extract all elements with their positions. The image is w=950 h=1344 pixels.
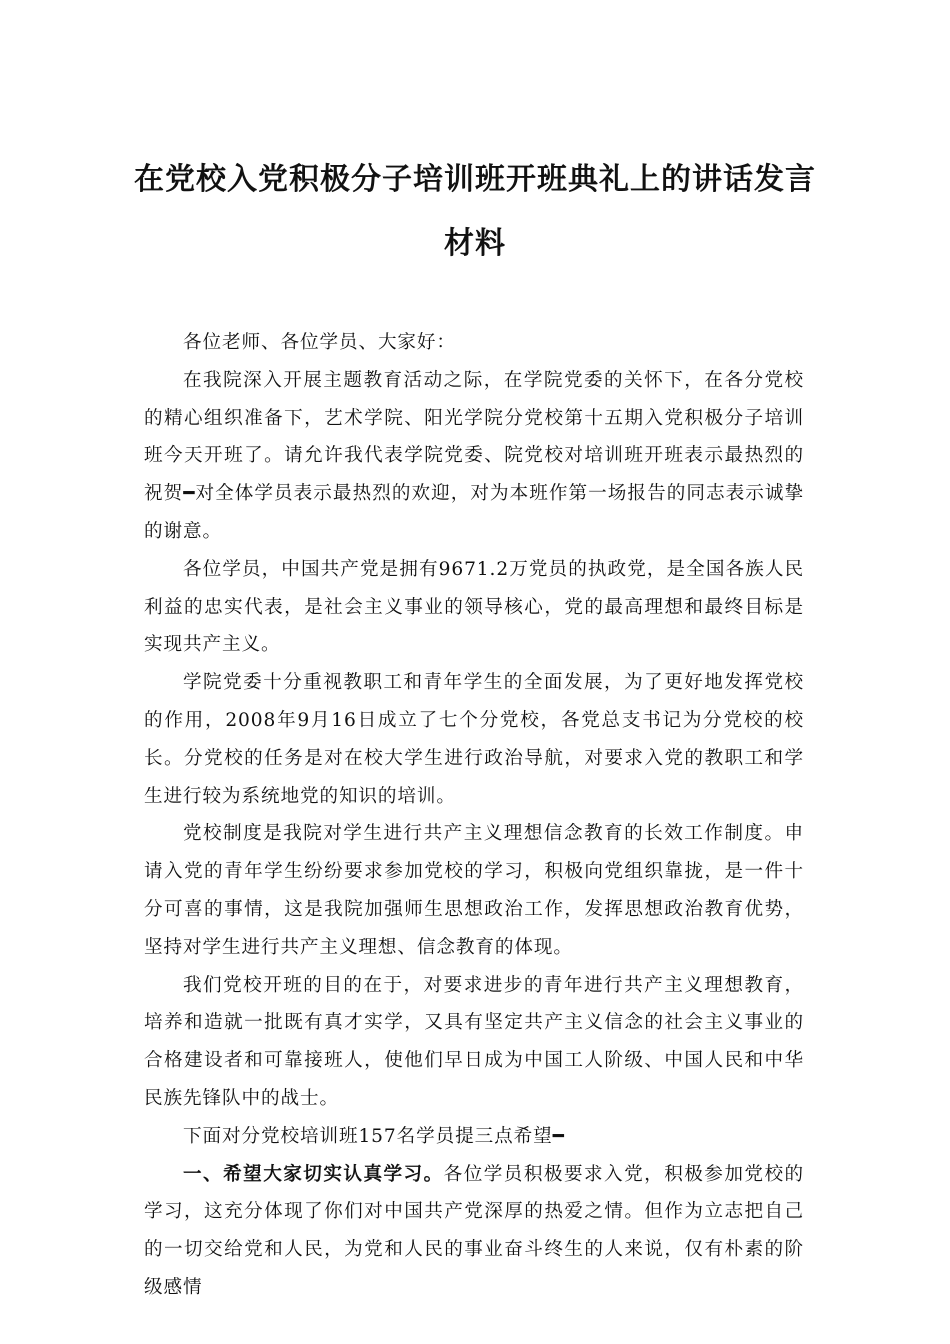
paragraph-purpose xyxy=(144,967,804,1118)
paragraph-lead-heading: 一、希望大家切实认真学习。 xyxy=(183,1163,444,1185)
paragraph-party-intro xyxy=(144,551,804,664)
paragraph-text: 下面对分党校培训班157名学员提三点希望━ xyxy=(183,1125,565,1147)
document-body xyxy=(144,324,804,1307)
paragraph-text: 在我院深入开展主题教育活动之际，在学院党委的关怀下，在各分党校的精心组织准备下，艺术学院、阳光学院分党校第十五期入党积极分子培训班今天开班了。请允许我代表学院党委、院党校对培训班开班表示最热烈的祝贺━对全体学员表示最热烈的欢迎，对为本班作第一场报告的同志表示诚挚的谢意。 xyxy=(144,369,804,542)
paragraph-text: 学院党委十分重视教职工和青年学生的全面发展，为了更好地发挥党校的作用，2008年9月16日成立了七个分党校，各党总支书记为分党校的校长。分党校的任务是对在校大学生进行政治导航，对要求入党的教职工和学生进行较为系统地党的知识的培训。 xyxy=(144,672,804,807)
paragraph-text: 各位学员积极要求入党，积极参加党校的学习，这充分体现了你们对中国共产党深厚的热爱之情。但作为立志把自己的一切交给党和人民，为党和人民的事业奋斗终生的人来说，仅有朴素的阶级感情 xyxy=(144,1163,805,1298)
paragraph-greeting xyxy=(144,324,804,362)
paragraph-branch-schools xyxy=(144,664,804,815)
paragraph-text: 我们党校开班的目的在于，对要求进步的青年进行共产主义理想教育，培养和造就一批既有真才实学，又具有坚定共产主义信念的社会主义事业的合格建设者和可靠接班人，使他们早日成为中国工人阶级、中国人民和中华民族先锋队中的战士。 xyxy=(144,974,804,1109)
paragraph-text: 各位学员，中国共产党是拥有9671.2万党员的执政党，是全国各族人民利益的忠实代表，是社会主义事业的领导核心，党的最高理想和最终目标是实现共产主义。 xyxy=(144,558,804,656)
paragraph-hope-one xyxy=(144,1156,804,1307)
paragraph-text: 各位老师、各位学员、大家好： xyxy=(183,332,456,353)
paragraph-hopes-intro xyxy=(144,1118,804,1156)
document-title: 在党校入党积极分子培训班开班典礼上的讲话发言材料 xyxy=(134,162,816,262)
paragraph-opening xyxy=(144,362,804,551)
paragraph-school-system xyxy=(144,815,804,966)
paragraph-text: 党校制度是我院对学生进行共产主义理想信念教育的长效工作制度。申请入党的青年学生纷纷要求参加党校的学习，积极向党组织靠拢，是一件十分可喜的事情，这是我院加强师生思想政治工作，发挥思想政治教育优势，坚持对学生进行共产主义理想、信念教育的体现。 xyxy=(144,823,804,958)
